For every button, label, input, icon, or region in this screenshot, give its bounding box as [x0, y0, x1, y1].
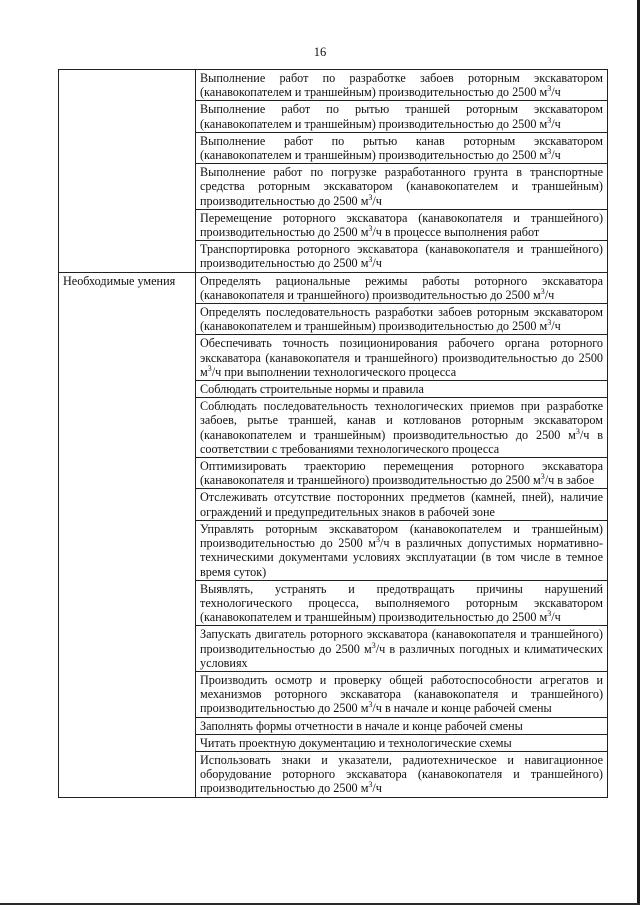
- page-number: 16: [313, 45, 327, 59]
- unit-tail: /ч: [379, 536, 390, 551]
- item-text: Заполнять формы отчетности в начале и конце рабочей смены: [200, 718, 523, 733]
- item-text: Запускать двигатель роторного экскаватора (канавокопателя и траншейного) производительностью до 2500 $м^3/ч$ в различных погодных и климатических условиях: [200, 627, 604, 670]
- item-cell: [196, 458, 608, 489]
- unit-exponent: 3: [371, 640, 376, 650]
- unit-value: 2500 м: [333, 193, 369, 208]
- unit-value: 2500 м: [512, 610, 548, 625]
- unit-exponent: 3: [547, 84, 552, 94]
- unit-exponent: 3: [368, 255, 373, 265]
- item-text: Управлять роторным экскаватором (канавокопателем и траншейным) производительностью до 2500 $м^3/ч$ в различных допустимых нормативно-техническими документами условиях эксплуатации (в том числе в темное время суток): [200, 521, 603, 579]
- unit-value: 2500 м: [200, 350, 603, 379]
- item-text: Отслеживать отсутствие посторонних предметов (камней, пней), наличие ограждений и предупредительных знаков в рабочей зоне: [200, 490, 603, 519]
- unit-tail: /ч: [551, 148, 561, 163]
- item-cell: [196, 671, 608, 717]
- unit-tail: /ч: [551, 319, 561, 334]
- unit-value: 2500 м: [338, 536, 376, 551]
- item-text: Соблюдать строительные нормы и правила: [200, 382, 424, 397]
- requirements-table: [58, 69, 608, 798]
- item-cell: [196, 489, 608, 520]
- unit-value: 2500 м: [505, 287, 541, 302]
- unit-value: 2500 м: [512, 148, 548, 163]
- item-cell: [196, 626, 608, 672]
- item-text: Выполнение работ по рытью канав роторным экскаватором (канавокопателем и траншейным) производительностью до 2500 $м^3/ч$: [200, 133, 603, 163]
- item-cell: [196, 304, 608, 335]
- item-cell: [196, 717, 608, 734]
- item-text: Производить осмотр и проверку общей работоспособности агрегатов и механизмов роторного экскаватора (канавокопателя и траншейного) производительностью до 2500 $м^3/ч$ в начале и конце рабочей смены: [200, 672, 603, 716]
- item-cell: [196, 101, 608, 132]
- item-cell: [196, 241, 608, 272]
- unit-tail: /ч: [372, 701, 382, 716]
- unit-exponent: 3: [547, 146, 552, 156]
- unit-tail: /ч: [211, 364, 222, 379]
- unit-exponent: 3: [575, 426, 580, 436]
- unit-tail: /ч: [372, 193, 382, 208]
- item-text: Соблюдать последовательность технологических приемов при разработке забоев, рытье траншей, канав и котлованов роторным экскаватором (канавокопателем и траншейным) производительностью до 2500 $м^3/ч$ в соответствии с требованиями технологического процесса: [200, 399, 604, 456]
- item-text: Определять последовательность разработки забоев роторным экскаватором (канавокопателем и траншейным) производительностью до 2500 $м^3/ч$: [200, 305, 603, 334]
- item-text: Оптимизировать траекторию перемещения роторного экскаватора (канавокопателя и траншейного) производительностью до 2500 $м^3/ч$ в забое: [200, 459, 603, 488]
- item-text: Определять рациональные режимы работы роторного экскаватора (канавокопателя и траншейного) производительностью до 2500 $м^3/ч$: [200, 273, 603, 302]
- unit-tail: /ч: [372, 256, 382, 271]
- unit-exponent: 3: [547, 115, 552, 125]
- unit-exponent: 3: [368, 700, 373, 710]
- unit-value: 2500 м: [535, 427, 576, 442]
- item-cell: [196, 520, 608, 580]
- item-cell: [196, 580, 608, 626]
- unit-tail: /ч: [372, 225, 382, 240]
- item-text: Выявлять, устранять и предотвращать причины нарушений технологического процесса, выполняемого роторным экскаватором (канавокопателем и траншейным) производительностью до 2500 $м^3/ч$: [200, 581, 603, 625]
- item-cell: [196, 132, 608, 163]
- item-cell: [196, 381, 608, 398]
- unit-value: 2500 м: [335, 641, 372, 656]
- unit-tail: /ч: [551, 85, 561, 100]
- item-text: Читать проектную документацию и технологические схемы: [200, 735, 512, 750]
- unit-value: 2500 м: [512, 85, 548, 100]
- unit-exponent: 3: [540, 472, 545, 482]
- section-label: [59, 70, 196, 273]
- unit-value: 2500 м: [333, 701, 369, 716]
- item-text: Выполнение работ по рытью траншей роторным экскаватором (канавокопателем и траншейным) производительностью до 2500 $м^3/ч$: [200, 102, 603, 131]
- unit-value: 2500 м: [333, 225, 369, 240]
- item-cell: [196, 398, 608, 458]
- table-row: [59, 272, 608, 303]
- unit-value: 2500 м: [333, 781, 369, 796]
- unit-exponent: 3: [540, 286, 545, 296]
- unit-tail: /ч: [372, 781, 382, 796]
- item-cell: [196, 209, 608, 240]
- table-row: [59, 70, 608, 101]
- item-text: Обеспечивать точность позиционирования рабочего органа роторного экскаватора (канавокопателя и траншейного) производительностью до 2500 $м^3/ч$ при выполнении технологического процесса: [200, 336, 603, 379]
- item-text: Использовать знаки и указатели, радиотехническое и навигационное оборудование роторного экскаватора (канавокопателя и траншейного) производительностью до 2500 $м^3/ч$: [200, 752, 603, 796]
- unit-tail: /ч: [375, 641, 386, 656]
- unit-tail: /ч: [551, 116, 561, 131]
- item-cell: [196, 751, 608, 797]
- unit-exponent: 3: [207, 363, 212, 373]
- unit-value: 2500 м: [512, 319, 548, 334]
- unit-exponent: 3: [368, 780, 373, 790]
- item-text: Выполнение работ по погрузке разработанного грунта в транспортные средства роторным экскаватором (канавокопателем и траншейным) производительностью до 2500 $м^3/ч$: [200, 165, 603, 208]
- item-cell: [196, 335, 608, 381]
- item-text: Выполнение работ по разработке забоев роторным экскаватором (канавокопателем и траншейным) производительностью до 2500 $м^3/ч$: [200, 71, 603, 100]
- unit-tail: /ч: [551, 610, 561, 625]
- unit-exponent: 3: [547, 318, 552, 328]
- unit-exponent: 3: [375, 535, 380, 545]
- item-text: Транспортировка роторного экскаватора (канавокопателя и траншейного) производительностью до 2500 $м^3/ч$: [200, 242, 603, 271]
- item-cell: [196, 70, 608, 101]
- item-cell: [196, 734, 608, 751]
- unit-exponent: 3: [368, 192, 373, 202]
- table-body: [59, 70, 608, 798]
- unit-value: 2500 м: [505, 473, 541, 488]
- item-cell: [196, 164, 608, 210]
- unit-tail: /ч: [544, 473, 555, 488]
- unit-tail: /ч: [579, 427, 590, 442]
- item-text: Перемещение роторного экскаватора (канавокопателя и траншейного) производительностью до 2500 $м^3/ч$ в процессе выполнения работ: [200, 210, 603, 240]
- unit-value: 2500 м: [333, 256, 369, 271]
- unit-tail: /ч: [544, 287, 555, 302]
- unit-exponent: 3: [547, 609, 552, 619]
- section-label: Необходимые умения: [59, 272, 196, 797]
- item-cell: [196, 272, 608, 303]
- unit-exponent: 3: [368, 223, 373, 233]
- unit-value: 2500 м: [512, 116, 548, 131]
